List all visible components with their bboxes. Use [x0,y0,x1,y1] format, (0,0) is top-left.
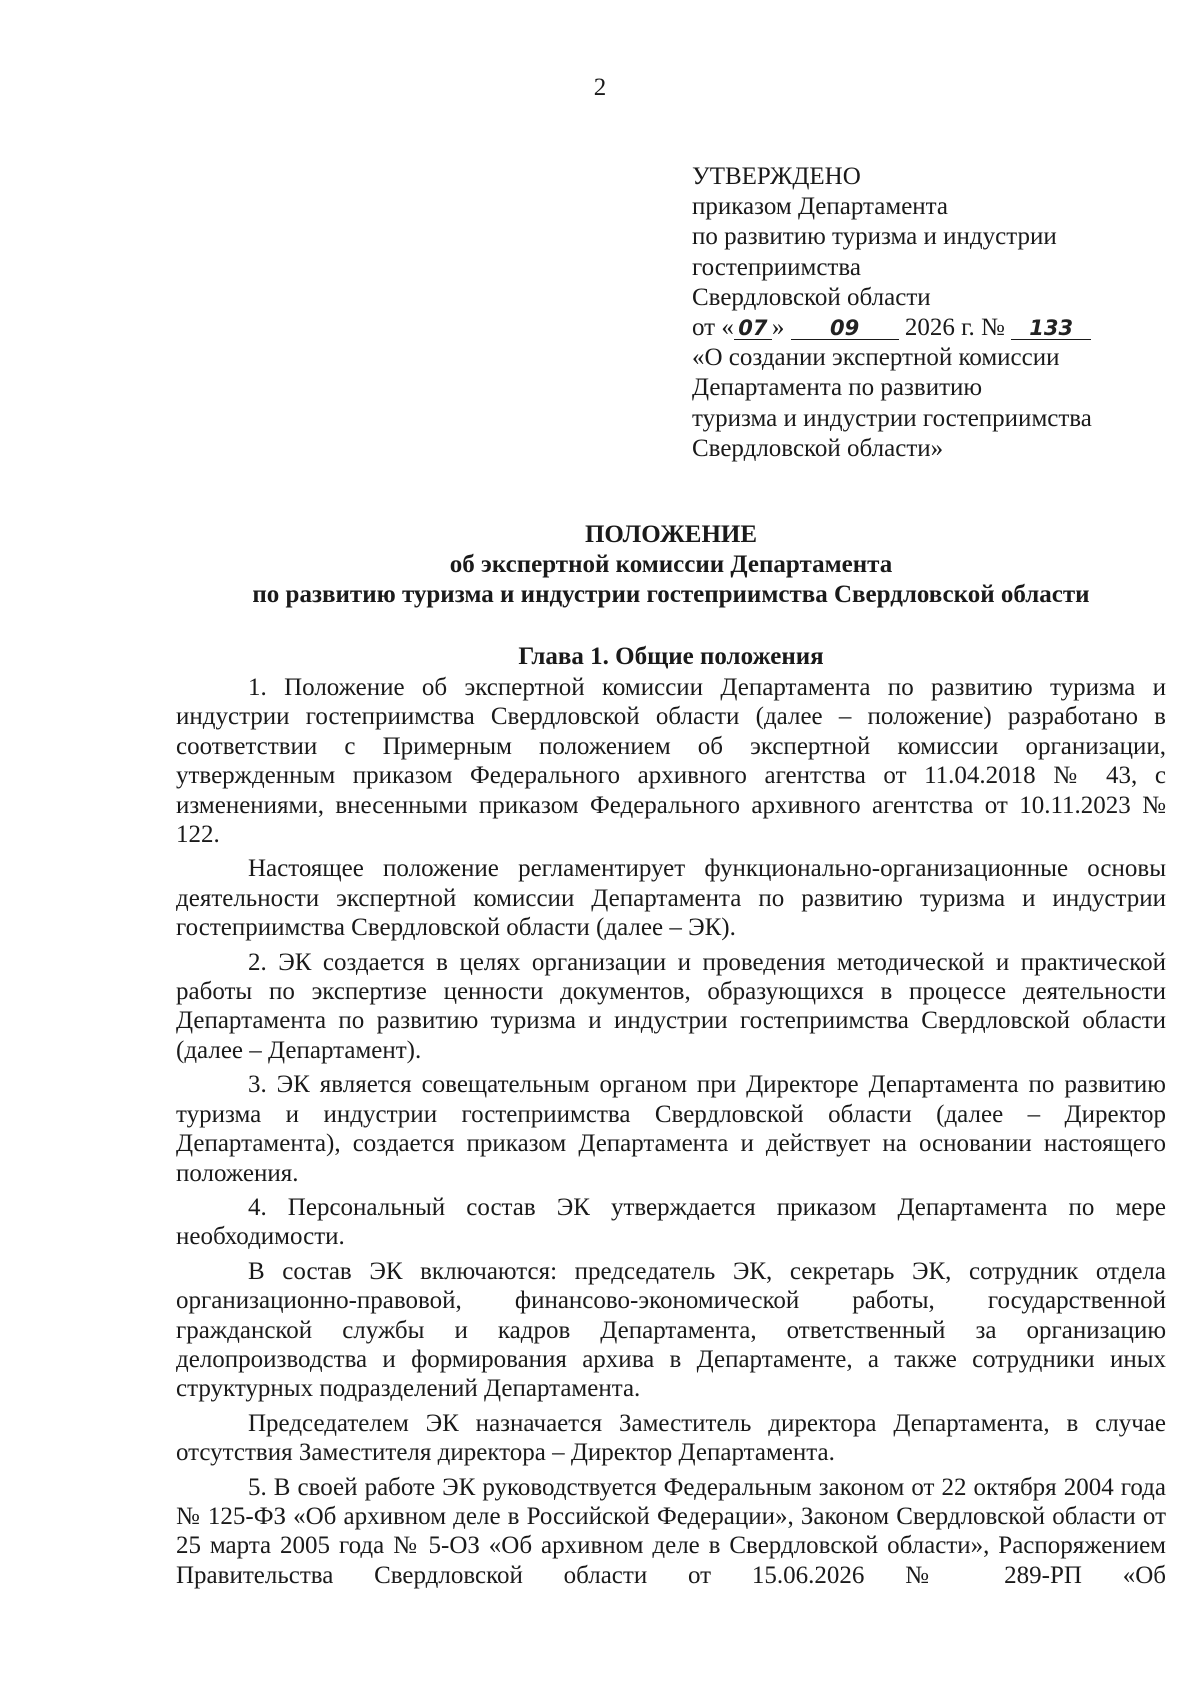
document-title-block [176,520,1166,610]
paragraph: 4. Персональный состав ЭК утверждается приказом Департамента по мере необходимости. [176,1193,1166,1251]
paragraph: 2. ЭК создается в целях организации и проведения методической и практической работы по экспертизе ценности документов, образующихся в процессе деятельности Департамента по развитию туризма и индустрии гостеприимства Свердловской области (далее – Департамент). [176,948,1166,1064]
approval-subject-2: Департамента по развитию [692,374,983,402]
date-prefix: от « [692,314,734,342]
approval-subject-1: «О создании экспертной комиссии [692,344,1060,372]
approval-heading: УТВЕРЖДЕНО [692,163,861,190]
paragraph: 5. В своей работе ЭК руководствуется Федеральным законом от 22 октября 2004 года № 125-ФЗ «Об архивном деле в Российской Федерации», Законом Свердловской области от 25 марта 2005 года № 5-ОЗ «Об архивном деле в Свердловской области», Распоряжением Правительства Свердловской области от 15.06.2026 № 289-РП «Об [176,1473,1166,1589]
approval-subject-4: Свердловской области» [692,434,944,462]
approval-line-2: по развитию туризма и индустрии [692,223,1057,251]
document-subtitle-1: об экспертной комиссии Департамента [449,551,893,578]
handwritten-month: 09 [791,317,899,340]
approval-date-line [692,313,1152,343]
approval-subject-3: туризма и индустрии гостеприимства [692,404,1092,432]
approval-line-3: гостеприимства [692,253,861,281]
approval-line-4: Свердловской области [692,283,931,311]
handwritten-day: 07 [734,317,772,340]
handwritten-order-number: 133 [1011,317,1091,340]
date-year: 2026 г. № [904,314,1005,342]
approval-line-1: приказом Департамента [692,193,948,221]
approval-stamp-block [692,162,1152,464]
document-subtitle-2: по развитию туризма и индустрии гостеприимства Свердловской области [252,581,1090,608]
document-title: ПОЛОЖЕНИЕ [584,521,758,548]
paragraph: Председателем ЭК назначается Заместитель директора Департамента, в случае отсутствия Заместителя директора – Директор Департамента. [176,1409,1166,1467]
date-mid: » [771,314,785,342]
document-body [176,673,1166,1595]
paragraph: 3. ЭК является совещательным органом при Директоре Департамента по развитию туризма и индустрии гостеприимства Свердловской области (далее – Директор Департамента), создается приказом Департамента и действует на основании настоящего положения. [176,1071,1166,1187]
chapter-heading: Глава 1. Общие положения [518,643,824,670]
page-number: 2 [593,74,607,101]
paragraph: В состав ЭК включаются: председатель ЭК, секретарь ЭК, сотрудник отдела организационно-правовой, финансово-экономической работы, государственной гражданской службы и кадров Департамента, ответственный за организацию делопроизводства и формирования архива в Департаменте, а также сотрудники иных структурных подразделений Департамента. [176,1257,1166,1403]
paragraph: 1. Положение об экспертной комиссии Департамента по развитию туризма и индустрии гостеприимства Свердловской области (далее – положение) разработано в соответствии с Примерным положением об экспертной комиссии организации, утвержденным приказом Федерального архивного агентства от 11.04.2018 № 43, с изменениями, внесенными приказом Федерального архивного агентства от 10.11.2023 № 122. [176,674,1166,849]
paragraph: Настоящее положение регламентирует функционально-организационные основы деятельности экспертной комиссии Департамента по развитию туризма и индустрии гостеприимства Свердловской области (далее – ЭК). [176,855,1166,942]
